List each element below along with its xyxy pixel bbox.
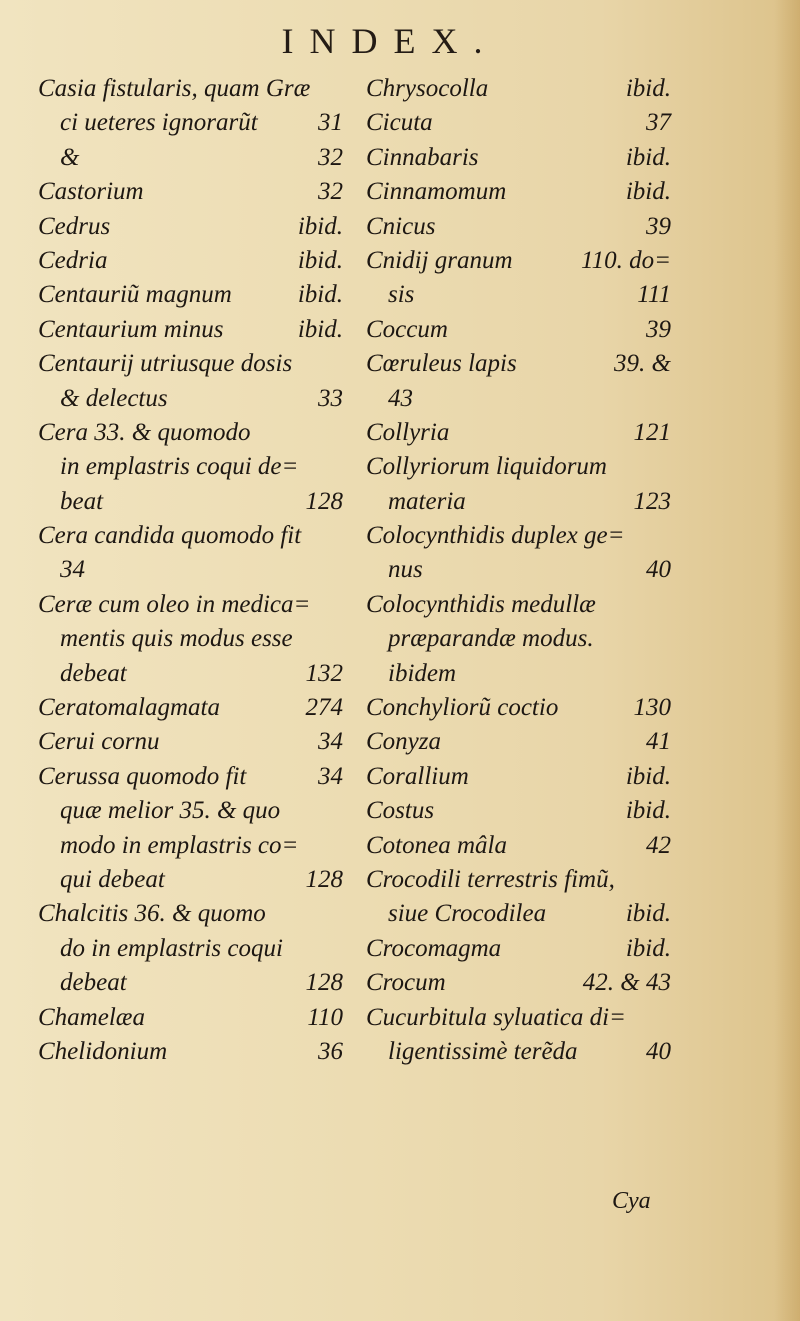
entry-term: Ceratomalagmata [38, 694, 220, 722]
entry-term: Cedrus [38, 212, 111, 240]
entry-term: in emplastris coqui de= [60, 453, 299, 481]
entry-term: Costus [366, 797, 435, 825]
index-entry [38, 553, 343, 587]
entry-term: Casia fistularis, quam Græ [38, 75, 311, 102]
entry-page-ref: 40 [646, 1037, 671, 1065]
entry-term: Cerussa quomodo fit [38, 762, 247, 790]
entry-term: & delectus [60, 384, 168, 412]
index-entry [38, 1035, 343, 1069]
index-entry [38, 175, 343, 209]
index-entry [366, 244, 671, 278]
index-entry [38, 210, 343, 244]
index-entry [366, 210, 671, 244]
index-column-right [366, 72, 671, 1069]
entry-term: Centaurij utriusque dosis [38, 350, 293, 378]
entry-term: Cinnabaris [366, 143, 479, 171]
entry-term: ci ueteres ignorarũt [60, 109, 258, 137]
entry-page-ref: 128 [305, 865, 343, 893]
entry-term: do in emplastris coqui [60, 934, 283, 962]
entry-term: siue Crocodilea [388, 900, 547, 928]
entry-page-ref: 37 [646, 109, 671, 137]
index-entry [366, 141, 671, 175]
index-entry [366, 725, 671, 759]
entry-term: Chamelæa [38, 1003, 145, 1031]
index-entry [366, 829, 671, 863]
index-entry [366, 450, 671, 484]
index-entry [38, 1001, 343, 1035]
index-entry [38, 657, 343, 691]
entry-term: mentis quis modus esse [60, 625, 293, 653]
entry-term: Crocum [366, 969, 446, 997]
entry-page-ref: 132 [305, 659, 343, 687]
index-entry [366, 1035, 671, 1069]
entry-term: Cedria [38, 246, 108, 274]
index-entry [366, 553, 671, 587]
index-entry [38, 72, 343, 106]
entry-term: Coccum [366, 315, 448, 343]
entry-page-ref: ibid. [625, 900, 671, 928]
index-entry [366, 278, 671, 312]
entry-page-ref: 123 [633, 487, 671, 515]
entry-term: 34 [60, 556, 85, 584]
index-entry [366, 588, 671, 622]
entry-term: Cucurbitula syluatica di= [366, 1003, 626, 1031]
index-entry [38, 622, 343, 656]
entry-page-ref: 31 [318, 109, 343, 137]
entry-page-ref: 41 [646, 728, 671, 756]
entry-term: Chelidonium [38, 1037, 168, 1065]
index-entry [366, 106, 671, 140]
entry-page-ref: 110. do= [580, 246, 671, 274]
index-entry [366, 932, 671, 966]
index-entry [366, 863, 671, 897]
entry-term: Cotonea mâla [366, 831, 507, 859]
entry-term: ligentissimè terẽda [388, 1037, 578, 1065]
index-entry [38, 347, 343, 381]
entry-page-ref: 42. & 43 [582, 969, 671, 997]
entry-term: debeat [60, 969, 127, 997]
index-column-left [38, 72, 343, 1069]
entry-page-ref: 274 [305, 694, 343, 722]
index-entry [38, 106, 343, 140]
index-entry [38, 588, 343, 622]
entry-page-ref: 32 [318, 178, 343, 206]
index-entry [366, 416, 671, 450]
index-entry [38, 725, 343, 759]
entry-term: Chrysocolla [366, 75, 489, 102]
entry-term: sis [388, 281, 415, 309]
entry-term: Cnicus [366, 212, 436, 240]
entry-page-ref: 128 [305, 969, 343, 997]
entry-term: præparandæ modus. [388, 625, 594, 653]
entry-term: 43 [388, 384, 413, 412]
entry-term: Cicuta [366, 109, 433, 137]
entry-page-ref: ibid. [297, 246, 343, 274]
entry-page-ref: 34 [318, 762, 343, 790]
entry-page-ref: 128 [305, 487, 343, 515]
entry-page-ref: ibid. [625, 797, 671, 825]
entry-term: quæ melior 35. & quo [60, 797, 281, 825]
entry-page-ref: 39. & [614, 350, 671, 378]
entry-page-ref: 39 [646, 212, 671, 240]
catchword: Cya [612, 1188, 651, 1214]
entry-term: Collyria [366, 418, 450, 446]
entry-term: Centauriũ magnum [38, 281, 232, 309]
entry-term: Chalcitis 36. & quomo [38, 900, 266, 928]
index-entry [366, 347, 671, 381]
index-entry [38, 141, 343, 175]
index-entry [366, 382, 671, 416]
index-entry [366, 519, 671, 553]
index-entry [38, 278, 343, 312]
index-entry [366, 657, 671, 691]
entry-term: Castorium [38, 178, 144, 206]
index-entry [38, 932, 343, 966]
entry-term: & [60, 143, 80, 171]
index-entry [366, 760, 671, 794]
entry-page-ref: ibid. [625, 75, 671, 102]
entry-term: Cnidij granum [366, 246, 513, 274]
entry-page-ref: 32 [318, 143, 343, 171]
entry-term: Cera candida quomodo fit [38, 522, 302, 550]
entry-term: Corallium [366, 762, 469, 790]
entry-term: Cœruleus lapis [366, 350, 517, 378]
entry-page-ref: 40 [646, 556, 671, 584]
index-entry [366, 691, 671, 725]
entry-page-ref: 33 [318, 384, 343, 412]
index-entry [38, 760, 343, 794]
entry-term: modo in emplastris co= [60, 831, 299, 859]
index-entry [38, 244, 343, 278]
entry-term: Colocynthidis duplex ge= [366, 522, 625, 550]
index-entry [38, 519, 343, 553]
entry-term: Crocomagma [366, 934, 502, 962]
index-entry [38, 485, 343, 519]
entry-term: ibidem [388, 659, 457, 687]
entry-page-ref: 111 [637, 281, 671, 309]
entry-page-ref: ibid. [625, 762, 671, 790]
index-entry [366, 1001, 671, 1035]
entry-term: qui debeat [60, 865, 165, 893]
entry-page-ref: 130 [633, 694, 671, 722]
entry-term: Conyza [366, 728, 441, 756]
entry-term: Colocynthidis medullæ [366, 590, 596, 618]
entry-page-ref: 42 [646, 831, 671, 859]
entry-term: Ceræ cum oleo in medica= [38, 590, 311, 618]
index-entry [366, 175, 671, 209]
index-entry [366, 485, 671, 519]
index-entry [366, 622, 671, 656]
entry-page-ref: ibid. [297, 212, 343, 240]
entry-page-ref: ibid. [625, 143, 671, 171]
entry-term: materia [388, 487, 466, 515]
index-entry [366, 794, 671, 828]
index-entry [366, 966, 671, 1000]
entry-term: nus [388, 556, 423, 584]
entry-page-ref: ibid. [625, 178, 671, 206]
entry-page-ref: 110 [307, 1003, 343, 1031]
entry-term: Cerui cornu [38, 728, 160, 756]
entry-term: Conchyliorũ coctio [366, 694, 559, 722]
entry-term: beat [60, 487, 104, 515]
index-entry [38, 794, 343, 828]
entry-term: Centaurium minus [38, 315, 224, 343]
index-entry [38, 313, 343, 347]
index-entry [38, 897, 343, 931]
entry-term: Crocodili terrestris fimũ, [366, 865, 615, 893]
index-entry [38, 863, 343, 897]
index-entry [38, 416, 343, 450]
page-edge-shadow [774, 0, 800, 1321]
index-entry [366, 897, 671, 931]
entry-page-ref: 36 [318, 1037, 343, 1065]
entry-page-ref: ibid. [297, 315, 343, 343]
entry-page-ref: ibid. [297, 281, 343, 309]
running-header: INDEX. [281, 21, 499, 61]
entry-term: debeat [60, 659, 127, 687]
entry-page-ref: 121 [633, 418, 671, 446]
index-entry [38, 966, 343, 1000]
entry-page-ref: ibid. [625, 934, 671, 962]
index-entry [38, 382, 343, 416]
entry-term: Collyriorum liquidorum [366, 453, 607, 481]
entry-term: Cinnamomum [366, 178, 507, 206]
index-entry [38, 450, 343, 484]
entry-term: Cera 33. & quomodo [38, 418, 251, 446]
index-entry [38, 829, 343, 863]
entry-page-ref: 39 [646, 315, 671, 343]
index-entry [366, 72, 671, 106]
entry-page-ref: 34 [318, 728, 343, 756]
index-entry [366, 313, 671, 347]
index-entry [38, 691, 343, 725]
